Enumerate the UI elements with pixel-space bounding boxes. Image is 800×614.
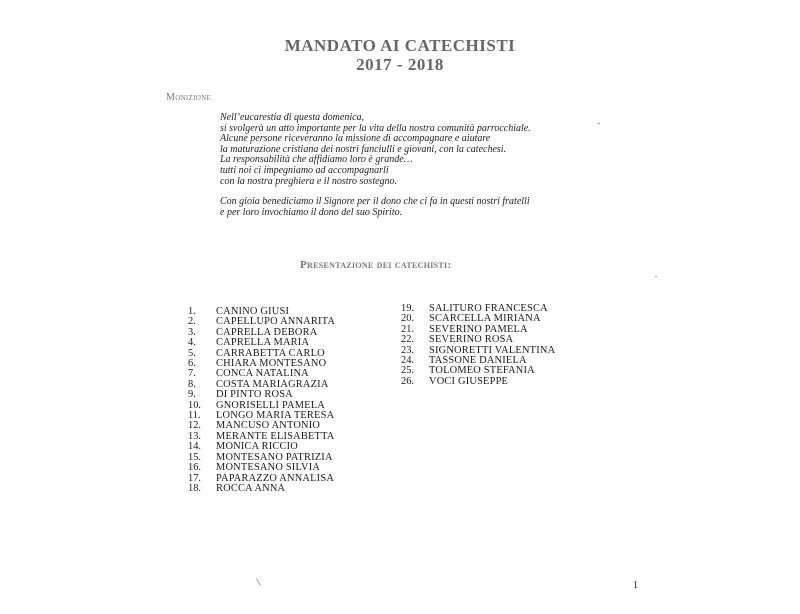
catechista-name: MONTESANO PATRIZIA xyxy=(216,451,333,463)
presentazione-label: Presentazione dei catechisti: xyxy=(300,259,452,271)
catechista-number: 17. xyxy=(188,472,201,484)
catechista-number: 8. xyxy=(188,378,196,390)
catechista-name: CAPRELLA MARIA xyxy=(216,337,310,349)
catechista-name: MANCUSO ANTONIO xyxy=(216,420,321,432)
catechista-number: 7. xyxy=(188,368,196,380)
monizione-line: la maturazione cristiana dei nostri fanciulli e giovani, con la catechesi. xyxy=(220,143,507,155)
catechista-number: 22. xyxy=(401,334,414,346)
page-number: 1 xyxy=(633,580,638,591)
catechista-name: PAPARAZZO ANNALISA xyxy=(216,472,335,484)
monizione-line: Con gioia benediciamo il Signore per il dono che ci fa in questi nostri fratelli xyxy=(220,196,530,208)
monizione-line: Nell’eucarestia di questa domenica, xyxy=(220,112,365,123)
catechista-number: 26. xyxy=(401,375,414,387)
catechista-name: SEVERINO ROSA xyxy=(429,334,514,346)
monizione-line: si svolgerà un atto importante per la vita della nostra comunità parrocchiale. xyxy=(220,122,531,134)
catechista-number: 18. xyxy=(188,482,201,494)
catechista-number: 5. xyxy=(188,347,196,359)
catechista-number: 16. xyxy=(188,462,201,474)
catechista-name: MERANTE ELISABETTA xyxy=(216,430,335,442)
catechista-name: DI PINTO ROSA xyxy=(216,389,293,401)
catechista-list-item xyxy=(188,484,335,494)
catechista-number: 23. xyxy=(401,344,414,356)
catechista-number: 4. xyxy=(188,337,196,349)
catechista-name: COSTA MARIAGRAZIA xyxy=(216,378,329,390)
catechista-list-item xyxy=(188,463,335,473)
catechista-number: 21. xyxy=(401,323,414,335)
catechista-name: SALITURO FRANCESCA xyxy=(429,303,548,314)
catechista-number: 13. xyxy=(188,430,201,442)
catechista-name: SIGNORETTI VALENTINA xyxy=(429,344,556,356)
scan-speck xyxy=(598,123,600,124)
catechista-number: 2. xyxy=(188,316,196,328)
catechista-name: GNORISELLI PAMELA xyxy=(216,399,325,411)
catechista-name: CARRABETTA CARLO xyxy=(216,347,325,359)
catechista-number: 19. xyxy=(401,303,414,314)
monizione-line: e per loro invochiamo il dono del suo Spirito. xyxy=(220,206,403,218)
catechista-number: 14. xyxy=(188,441,201,453)
monizione-paragraph-2 xyxy=(220,197,640,218)
monizione-line: con la nostra preghiera e il nostro sostegno. xyxy=(220,175,398,187)
catechista-number: 3. xyxy=(188,326,196,338)
catechista-number: 1. xyxy=(188,306,196,317)
catechista-name: CAPELLUPO ANNARITA xyxy=(216,316,336,328)
catechista-name: SCARCELLA MIRIANA xyxy=(429,313,541,325)
catechisti-list-column-1 xyxy=(188,307,335,494)
document-title: MANDATO AI CATECHISTI xyxy=(284,36,516,55)
catechista-number: 12. xyxy=(188,420,201,432)
document-subtitle: 2017 - 2018 xyxy=(356,55,444,74)
catechista-number: 10. xyxy=(188,399,201,411)
catechista-name: SEVERINO PAMELA xyxy=(429,323,528,335)
catechista-number: 9. xyxy=(188,389,196,401)
catechista-name: CONCA NATALINA xyxy=(216,368,309,380)
catechista-name: MONTESANO SILVIA xyxy=(216,462,321,474)
catechista-name: CANINO GIUSI xyxy=(216,306,290,317)
catechista-number: 11. xyxy=(188,410,201,422)
catechista-name: CAPRELLA DEBORA xyxy=(216,326,318,338)
monizione-text xyxy=(220,113,640,218)
scan-speck xyxy=(655,276,657,277)
catechista-name: LONGO MARIA TERESA xyxy=(216,410,335,422)
catechista-name: VOCI GIUSEPPE xyxy=(429,375,509,387)
catechista-name: ROCCA ANNA xyxy=(216,482,286,494)
catechista-name: TOLOMEO STEFANIA xyxy=(429,365,535,377)
monizione-line: tutti noi ci impegniamo ad accompagnarli xyxy=(220,164,389,176)
monizione-paragraph-1 xyxy=(220,113,640,187)
catechista-number: 15. xyxy=(188,451,201,463)
monizione-label: Monizione xyxy=(166,92,212,103)
catechista-name: MONICA RICCIO xyxy=(216,441,298,453)
catechista-number: 6. xyxy=(188,358,196,370)
catechista-number: 24. xyxy=(401,355,414,367)
monizione-line: Alcune persone riceveranno la missione di accompagnare e aiutare xyxy=(220,133,491,145)
catechista-number: 25. xyxy=(401,365,414,377)
catechista-name: CHIARA MONTESANO xyxy=(216,358,327,370)
scan-speck xyxy=(256,578,261,585)
catechista-list-item xyxy=(401,377,555,387)
catechisti-list-column-2 xyxy=(401,304,555,387)
catechista-number: 20. xyxy=(401,313,414,325)
monizione-line: La responsabilità che affidiamo loro è grande… xyxy=(220,154,413,166)
catechista-name: TASSONE DANIELA xyxy=(429,355,527,367)
